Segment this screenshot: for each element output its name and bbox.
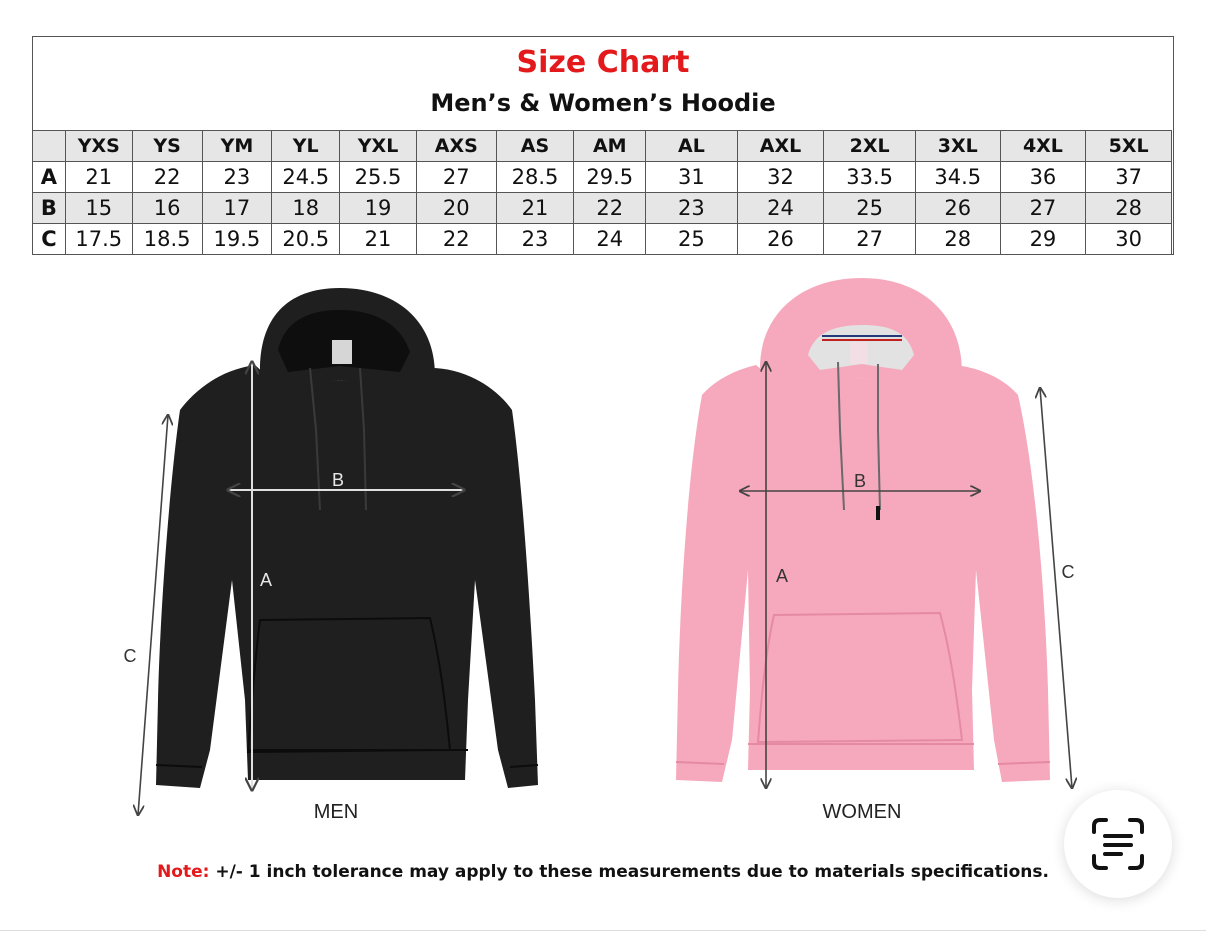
size-header: 4XL — [1000, 131, 1086, 162]
table-cell: 20 — [416, 193, 496, 224]
table-cell: 23 — [202, 162, 272, 193]
table-cell: 20.5 — [272, 224, 340, 255]
text-scan-icon — [1090, 816, 1146, 872]
chart-subtitle: Men’s & Women’s Hoodie — [430, 89, 776, 117]
table-cell: 27 — [1000, 193, 1086, 224]
table-cell: 34.5 — [915, 162, 1000, 193]
men-hoodie-figure — [110, 280, 570, 840]
table-cell: 25 — [646, 224, 737, 255]
men-label-a: A — [259, 570, 273, 590]
table-cell: 27 — [416, 162, 496, 193]
size-header: 3XL — [915, 131, 1000, 162]
table-cell: 19 — [340, 193, 417, 224]
men-caption: MEN — [313, 801, 359, 823]
table-cell: 26 — [737, 224, 824, 255]
table-cell: 22 — [416, 224, 496, 255]
size-chart — [32, 36, 1174, 255]
table-row-a — [33, 162, 1172, 193]
note-text: +/- 1 inch tolerance may apply to these measurements due to materials specifications. — [209, 862, 1049, 882]
table-cell: 15 — [65, 193, 132, 224]
table-cell: 30 — [1086, 224, 1172, 255]
women-label-b: B — [853, 471, 867, 491]
size-header: YL — [272, 131, 340, 162]
women-hoodie-figure — [640, 270, 1100, 840]
table-cell: 29.5 — [574, 162, 646, 193]
table-cell: 29 — [1000, 224, 1086, 255]
table-cell: 21 — [340, 224, 417, 255]
size-table — [32, 130, 1172, 255]
table-cell: 36 — [1000, 162, 1086, 193]
table-cell: 18 — [272, 193, 340, 224]
table-cell: 19.5 — [202, 224, 272, 255]
men-label-c: C — [123, 646, 137, 666]
table-cell: 25.5 — [340, 162, 417, 193]
table-cell: 17 — [202, 193, 272, 224]
table-cell: 24.5 — [272, 162, 340, 193]
table-cell: 31 — [646, 162, 737, 193]
table-cell: 21 — [65, 162, 132, 193]
table-cell: 25 — [824, 193, 916, 224]
table-cell: 18.5 — [132, 224, 202, 255]
table-cell: 21 — [496, 193, 574, 224]
size-header: YM — [202, 131, 272, 162]
table-cell: 24 — [574, 224, 646, 255]
table-cell: 26 — [915, 193, 1000, 224]
table-cell: 23 — [646, 193, 737, 224]
table-cell: 22 — [574, 193, 646, 224]
table-cell: 17.5 — [65, 224, 132, 255]
table-cell: 16 — [132, 193, 202, 224]
table-cell: 24 — [737, 193, 824, 224]
table-cell: 37 — [1086, 162, 1172, 193]
table-cell: 33.5 — [824, 162, 916, 193]
divider — [0, 930, 1206, 931]
tolerance-note — [0, 862, 1206, 882]
row-label: A — [33, 162, 66, 193]
text-scan-button[interactable] — [1064, 790, 1172, 898]
size-header: AXS — [416, 131, 496, 162]
table-row-c — [33, 224, 1172, 255]
size-header: AM — [574, 131, 646, 162]
table-row-b — [33, 193, 1172, 224]
women-label-a: A — [775, 566, 789, 586]
men-label-b: B — [331, 470, 345, 490]
table-cell: 27 — [824, 224, 916, 255]
note-prefix: Note: — [157, 862, 210, 882]
chart-title: Size Chart — [516, 45, 690, 80]
size-header: 5XL — [1086, 131, 1172, 162]
size-header-row — [33, 131, 1172, 162]
women-caption: WOMEN — [822, 801, 902, 823]
table-cell: 28.5 — [496, 162, 574, 193]
table-cell: 28 — [915, 224, 1000, 255]
women-label-c: C — [1061, 562, 1075, 582]
size-header: AS — [496, 131, 574, 162]
row-label: B — [33, 193, 66, 224]
table-cell: 32 — [737, 162, 824, 193]
size-header: AXL — [737, 131, 824, 162]
corner-cell — [33, 131, 66, 162]
table-cell: 28 — [1086, 193, 1172, 224]
size-header: 2XL — [824, 131, 916, 162]
table-cell: 22 — [132, 162, 202, 193]
table-cell: 23 — [496, 224, 574, 255]
size-header: YS — [132, 131, 202, 162]
size-header: YXL — [340, 131, 417, 162]
row-label: C — [33, 224, 66, 255]
size-header: AL — [646, 131, 737, 162]
size-header: YXS — [65, 131, 132, 162]
